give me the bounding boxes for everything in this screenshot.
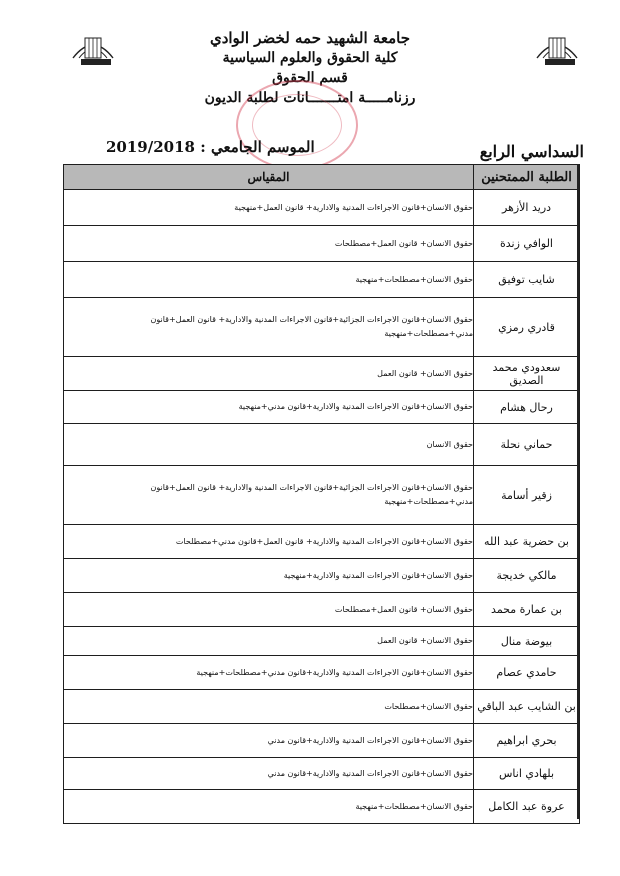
table-header-row — [64, 165, 580, 190]
table-row — [64, 758, 580, 790]
student-name: بن عمارة محمد — [474, 593, 580, 627]
faculty-name: كلية الحقوق والعلوم السياسية — [222, 50, 398, 66]
table-row — [64, 466, 580, 525]
table-row — [64, 690, 580, 724]
official-stamp — [236, 80, 358, 170]
student-name: دريد الأزهر — [474, 190, 580, 226]
exam-modules: حقوق الانسان+مصطلحات+منهجية — [64, 790, 474, 824]
table-row — [64, 357, 580, 391]
exam-modules: حقوق الانسان+قانون الاجراءات الجزائية+قانون الاجراءات المدنية والادارية+ قانون العمل+قانون مدني+مصطلحات+منهجية — [64, 466, 474, 525]
table-row — [64, 559, 580, 593]
student-name: سعدودي محمد الصديق — [474, 357, 580, 391]
department-name: قسم الحقوق — [272, 70, 348, 86]
table-row — [64, 525, 580, 559]
exam-modules: حقوق الانسان+قانون الاجراءات الجزائية+قانون الاجراءات المدنية والادارية+ قانون العمل+قانون مدني+مصطلحات+منهجية — [64, 298, 474, 357]
table-row — [64, 790, 580, 824]
exam-modules: حقوق الانسان+قانون الاجراءات المدنية والادارية+ قانون العمل+منهجية — [64, 190, 474, 226]
exam-modules: حقوق الانسان+قانون الاجراءات المدنية والادارية+قانون مدني+مصطلحات+منهجية — [64, 656, 474, 690]
table-row — [64, 656, 580, 690]
header-students: الطلبة الممتحنين — [474, 165, 580, 190]
exam-schedule-table — [63, 164, 580, 824]
table-row — [64, 391, 580, 424]
side-rule — [577, 164, 579, 819]
exam-modules: حقوق الانسان+ قانون العمل+مصطلحات — [64, 226, 474, 262]
student-name: حامدي عصام — [474, 656, 580, 690]
student-name: بلهادي اناس — [474, 758, 580, 790]
semester-label: السداسي الرابع — [479, 142, 584, 161]
exam-modules: حقوق الانسان+قانون الاجراءات المدنية والادارية+قانون مدني+منهجية — [64, 391, 474, 424]
student-name: بن حضرية عبد الله — [474, 525, 580, 559]
table-row — [64, 627, 580, 656]
student-name: حماني نحلة — [474, 424, 580, 466]
table-row — [64, 262, 580, 298]
exam-modules: حقوق الانسان+قانون الاجراءات المدنية والادارية+منهجية — [64, 559, 474, 593]
exam-modules: حقوق الانسان+مصطلحات — [64, 690, 474, 724]
exam-modules: حقوق الانسان+ قانون العمل — [64, 357, 474, 391]
student-name: بحري ابراهيم — [474, 724, 580, 758]
student-name: الوافي زندة — [474, 226, 580, 262]
student-name: بن الشايب عبد الباقي — [474, 690, 580, 724]
student-name: زقير أسامة — [474, 466, 580, 525]
table-row — [64, 593, 580, 627]
university-name: جامعة الشهيد حمه لخضر الوادي — [209, 29, 411, 47]
header-module: المقياس — [64, 165, 474, 190]
student-name: بيوضة منال — [474, 627, 580, 656]
exam-modules: حقوق الانسان — [64, 424, 474, 466]
table-row — [64, 424, 580, 466]
table-row — [64, 226, 580, 262]
academic-season: الموسم الجامعي : 2019/2018 — [106, 138, 315, 156]
student-name: شايب توفيق — [474, 262, 580, 298]
student-name: مالكي خديجة — [474, 559, 580, 593]
exam-modules: حقوق الانسان+قانون الاجراءات المدنية والادارية+قانون مدني — [64, 758, 474, 790]
student-name: رحال هشام — [474, 391, 580, 424]
document-title: رزنامـــــة امتـــــــانات لطلبة الديون — [204, 90, 416, 106]
student-name: عروة عبد الكامل — [474, 790, 580, 824]
table-row — [64, 298, 580, 357]
table-row — [64, 724, 580, 758]
exam-modules: حقوق الانسان+ قانون العمل — [64, 627, 474, 656]
exam-modules: حقوق الانسان+ قانون العمل+مصطلحات — [64, 593, 474, 627]
exam-modules: حقوق الانسان+قانون الاجراءات المدنية والادارية+قانون مدني — [64, 724, 474, 758]
student-name: قادري رمزي — [474, 298, 580, 357]
exam-modules: حقوق الانسان+قانون الاجراءات المدنية والادارية+ قانون العمل+قانون مدني+مصطلحات — [64, 525, 474, 559]
table-row — [64, 190, 580, 226]
exam-modules: حقوق الانسان+مصطلحات+منهجية — [64, 262, 474, 298]
